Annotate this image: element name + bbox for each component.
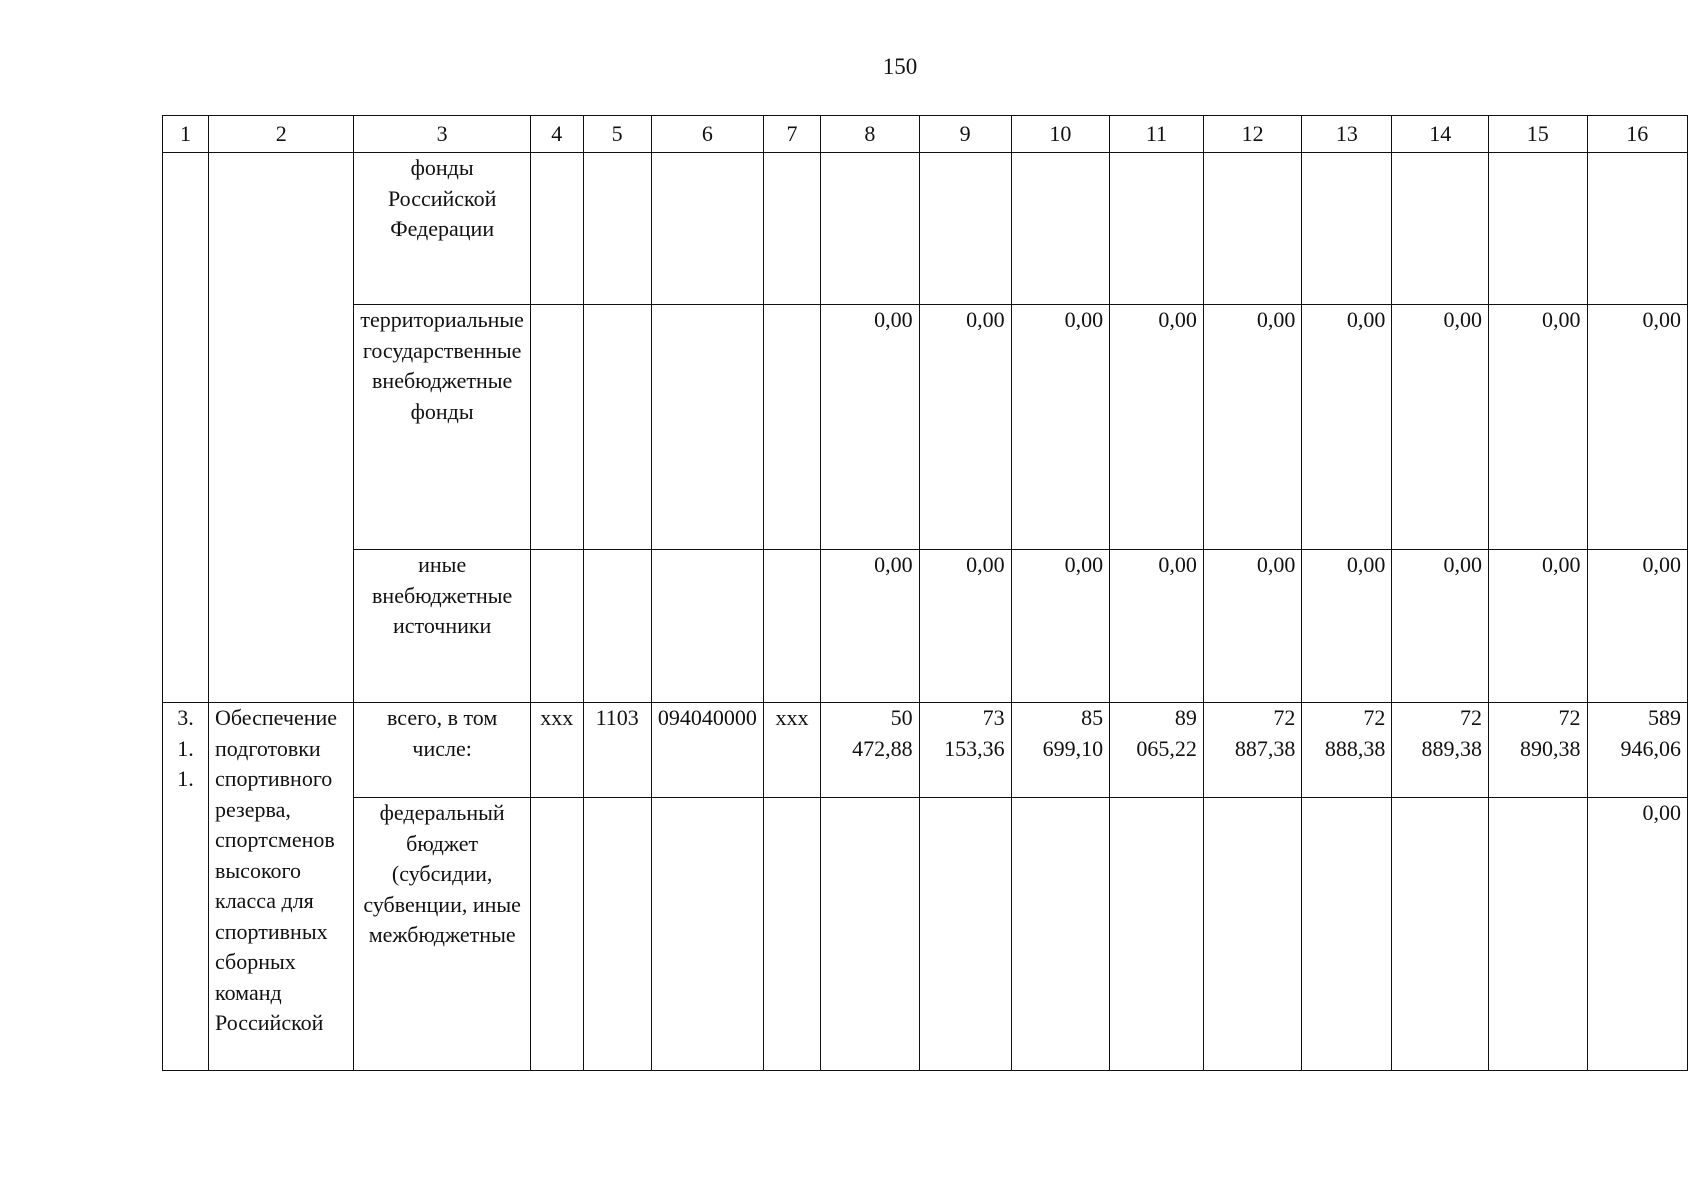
value-cell: 73 153,36 bbox=[919, 703, 1011, 798]
table-cell bbox=[763, 550, 820, 703]
value-cell: 0,00 bbox=[1587, 550, 1687, 703]
code-cell: 094040000 bbox=[651, 703, 763, 798]
value-cell: 0,00 bbox=[1011, 305, 1110, 550]
header-cell: 3 bbox=[354, 116, 531, 153]
value-cell: 0,00 bbox=[1110, 305, 1204, 550]
value-cell bbox=[1489, 153, 1588, 305]
value-cell bbox=[1011, 153, 1110, 305]
table-cell bbox=[651, 798, 763, 1071]
table-cell bbox=[530, 798, 583, 1071]
value-cell: 0,00 bbox=[1392, 550, 1489, 703]
table-cell bbox=[651, 550, 763, 703]
value-cell bbox=[1110, 798, 1204, 1071]
value-cell bbox=[1489, 798, 1588, 1071]
row-number-cell bbox=[163, 153, 209, 703]
header-cell: 10 bbox=[1011, 116, 1110, 153]
table-row bbox=[163, 153, 1688, 305]
header-cell: 2 bbox=[209, 116, 354, 153]
table-cell bbox=[583, 798, 651, 1071]
value-cell bbox=[1203, 798, 1302, 1071]
value-cell: 0,00 bbox=[1587, 305, 1687, 550]
header-cell: 5 bbox=[583, 116, 651, 153]
value-cell: 0,00 bbox=[1392, 305, 1489, 550]
value-cell bbox=[919, 798, 1011, 1071]
header-cell: 13 bbox=[1302, 116, 1392, 153]
value-cell: 0,00 bbox=[1302, 305, 1392, 550]
value-cell: 589 946,06 bbox=[1587, 703, 1687, 798]
header-cell: 15 bbox=[1489, 116, 1588, 153]
table-cell bbox=[583, 153, 651, 305]
header-cell: 6 bbox=[651, 116, 763, 153]
value-cell: 0,00 bbox=[1011, 550, 1110, 703]
value-cell: 0,00 bbox=[1587, 798, 1687, 1071]
value-cell bbox=[1392, 153, 1489, 305]
row-name-cell: Обеспечение подготовки спортивного резерва, спортсменов высокого класса для спортивных сборных команд Российской bbox=[209, 703, 354, 1071]
value-cell bbox=[1011, 798, 1110, 1071]
value-cell: 72 888,38 bbox=[1302, 703, 1392, 798]
value-cell: 50 472,88 bbox=[821, 703, 920, 798]
page-number: 150 bbox=[882, 54, 918, 79]
value-cell: 0,00 bbox=[1489, 305, 1588, 550]
header-cell: 14 bbox=[1392, 116, 1489, 153]
value-cell bbox=[1587, 153, 1687, 305]
header-cell: 8 bbox=[821, 116, 920, 153]
table-cell bbox=[583, 550, 651, 703]
value-cell bbox=[1110, 153, 1204, 305]
header-row bbox=[163, 116, 1688, 153]
funding-source-cell: территориальные государственные внебюджетные фонды bbox=[354, 305, 531, 550]
budget-table bbox=[162, 115, 1688, 1071]
value-cell: 0,00 bbox=[821, 305, 920, 550]
header-cell: 9 bbox=[919, 116, 1011, 153]
header-cell: 7 bbox=[763, 116, 820, 153]
table-row bbox=[163, 305, 1688, 550]
value-cell: 0,00 bbox=[1203, 550, 1302, 703]
value-cell: 72 889,38 bbox=[1392, 703, 1489, 798]
value-cell: 0,00 bbox=[919, 305, 1011, 550]
value-cell: 72 887,38 bbox=[1203, 703, 1302, 798]
row-number-cell: 3. 1. 1. bbox=[163, 703, 209, 1071]
table-row bbox=[163, 550, 1688, 703]
code-cell: ххх bbox=[763, 703, 820, 798]
row-name-cell bbox=[209, 153, 354, 703]
funding-source-cell: федеральный бюджет (субсидии, субвенции, иные межбюджетные bbox=[354, 798, 531, 1071]
table-cell bbox=[763, 798, 820, 1071]
table-cell bbox=[583, 305, 651, 550]
value-cell bbox=[1302, 153, 1392, 305]
value-cell: 72 890,38 bbox=[1489, 703, 1588, 798]
value-cell: 0,00 bbox=[1110, 550, 1204, 703]
value-cell: 0,00 bbox=[821, 550, 920, 703]
header-cell: 4 bbox=[530, 116, 583, 153]
table-cell bbox=[530, 550, 583, 703]
funding-source-cell: всего, в том числе: bbox=[354, 703, 531, 798]
table-cell bbox=[651, 305, 763, 550]
header-cell: 11 bbox=[1110, 116, 1204, 153]
table-cell bbox=[530, 305, 583, 550]
header-cell: 1 bbox=[163, 116, 209, 153]
value-cell: 0,00 bbox=[1302, 550, 1392, 703]
funding-source-cell: фонды Российской Федерации bbox=[354, 153, 531, 305]
code-cell: 1103 bbox=[583, 703, 651, 798]
table-cell bbox=[763, 153, 820, 305]
table-row bbox=[163, 798, 1688, 1071]
header-cell: 16 bbox=[1587, 116, 1687, 153]
table-row bbox=[163, 703, 1688, 798]
value-cell: 85 699,10 bbox=[1011, 703, 1110, 798]
value-cell: 89 065,22 bbox=[1110, 703, 1204, 798]
value-cell: 0,00 bbox=[1203, 305, 1302, 550]
funding-source-cell: иные внебюджетные источники bbox=[354, 550, 531, 703]
value-cell: 0,00 bbox=[919, 550, 1011, 703]
table-cell bbox=[530, 153, 583, 305]
table-cell bbox=[651, 153, 763, 305]
value-cell bbox=[821, 798, 920, 1071]
header-cell: 12 bbox=[1203, 116, 1302, 153]
value-cell bbox=[1302, 798, 1392, 1071]
value-cell: 0,00 bbox=[1489, 550, 1588, 703]
value-cell bbox=[821, 153, 920, 305]
value-cell bbox=[1392, 798, 1489, 1071]
value-cell bbox=[1203, 153, 1302, 305]
code-cell: ххх bbox=[530, 703, 583, 798]
value-cell bbox=[919, 153, 1011, 305]
table-cell bbox=[763, 305, 820, 550]
